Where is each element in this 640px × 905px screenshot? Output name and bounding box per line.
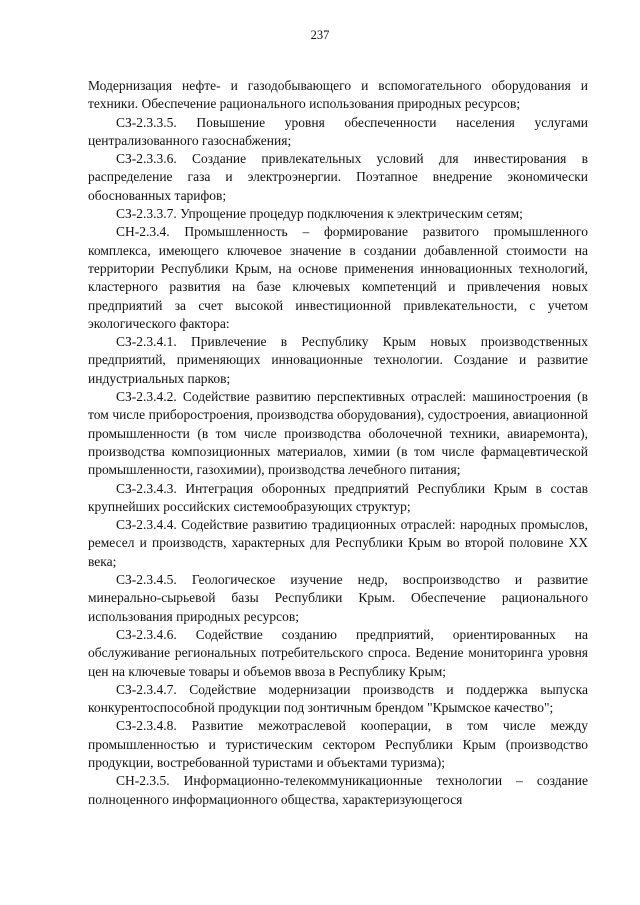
paragraph: СЗ-2.3.4.4. Содействие развитию традиционных отраслей: народных промыслов, ремесел и производств, характерных для Республики Крым во второй половине XX века; bbox=[88, 517, 588, 569]
paragraph: СЗ-2.3.4.3. Интеграция оборонных предприятий Республики Крым в состав крупнейших российских системообразующих структур; bbox=[88, 480, 588, 514]
paragraph: СН-2.3.4. Промышленность – формирование развитого промышленного комплекса, имеющего ключевое значение в создании добавленной стоимости на территории Республики Крым, на основе применения инновационных технологий, кластерного развития на базе ключевых компетенций и привлечения новых предприятий за счет высокой инвестиционной привлекательности, с учетом экологического фактора: bbox=[88, 224, 588, 331]
paragraph: СЗ-2.3.4.2. Содействие развитию перспективных отраслей: машиностроения (в том числе приборостроения, производства оборудования), судостроения, авиационной промышленности (в том числе производства оболочечной техники, авиаремонта), производства композиционных материалов, химии (в том числе фармацевтической промышленности, газохимии), производства лечебного питания; bbox=[88, 389, 588, 478]
paragraph: СЗ-2.3.4.1. Привлечение в Республику Крым новых производственных предприятий, применяющих инновационные технологии. Создание и развитие индустриальных парков; bbox=[88, 334, 588, 386]
document-body bbox=[88, 77, 588, 809]
paragraph: СЗ-2.3.3.7. Упрощение процедур подключения к электрическим сетям; bbox=[116, 206, 523, 222]
page-number: 237 bbox=[310, 28, 330, 42]
paragraph: СН-2.3.5. Информационно-телекоммуникационные технологии – создание полноценного информационного общества, характеризующегося bbox=[88, 773, 588, 807]
paragraph: СЗ-2.3.3.6. Создание привлекательных условий для инвестирования в распределение газа и электроэнергии. Поэтапное внедрение экономически обоснованных тарифов; bbox=[88, 151, 588, 203]
paragraph: СЗ-2.3.4.7. Содействие модернизации производств и поддержка выпуска конкурентоспособной продукции под зонтичным брендом "Крымское качество"; bbox=[88, 681, 588, 716]
paragraph: СЗ-2.3.4.8. Развитие межотраслевой кооперации, в том числе между промышленностью и туристическим сектором Республики Крым (производство продукции, востребованной туристами и объектами туризма); bbox=[88, 718, 588, 770]
paragraph: СЗ-2.3.4.6. Содействие созданию предприятий, ориентированных на обслуживание региональных потребительского спроса. Ведение мониторинга уровня цен на ключевые товары и объемов ввоза в Республику Крым; bbox=[88, 626, 588, 679]
paragraph: СЗ-2.3.3.5. Повышение уровня обеспеченности населения услугами централизованного газоснабжения; bbox=[88, 114, 588, 148]
paragraph: СЗ-2.3.4.5. Геологическое изучение недр, воспроизводство и развитие минерально-сырьевой базы Республики Крым. Обеспечение рационального использования природных ресурсов; bbox=[88, 572, 588, 624]
paragraph: Модернизация нефте- и газодобывающего и вспомогательного оборудования и техники. Обеспечение рационального использования природных ресурсов; bbox=[88, 78, 588, 112]
